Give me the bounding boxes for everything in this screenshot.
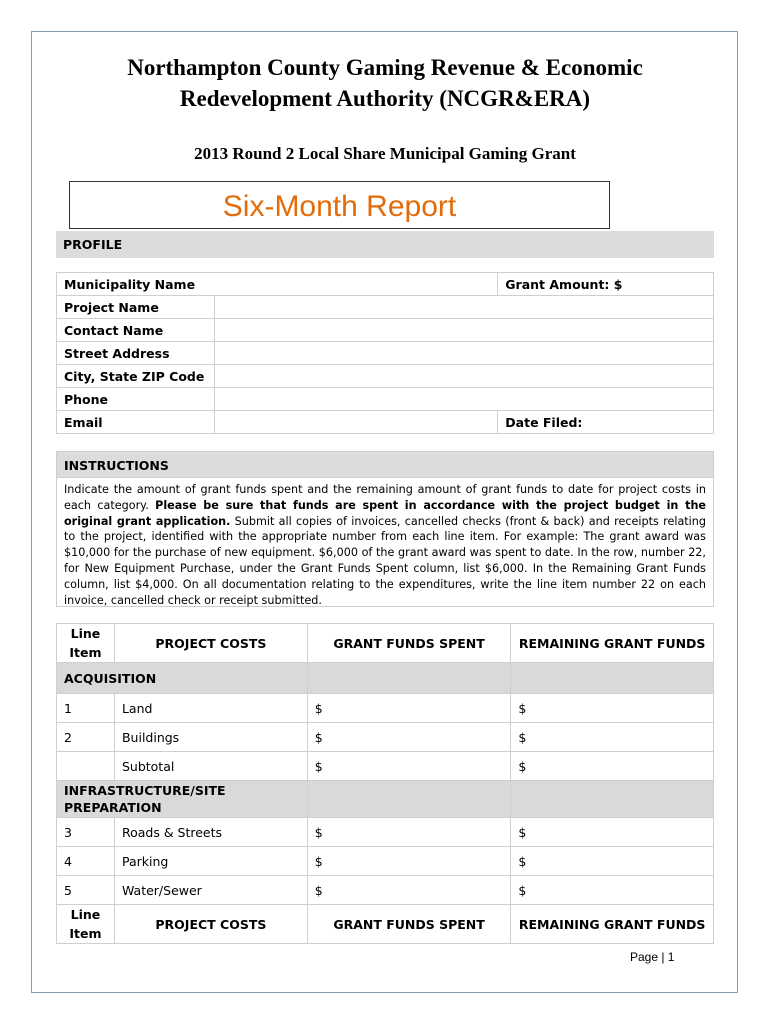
contact-name-field[interactable] [214,319,713,342]
page-number: Page | 1 [630,950,675,964]
remaining-grant-funds-header: REMAINING GRANT FUNDS [511,905,714,944]
line-item-number: 4 [57,847,115,876]
remaining-grant-funds-header: REMAINING GRANT FUNDS [511,624,714,663]
remaining-funds-cell[interactable]: $ [511,818,714,847]
remaining-funds-cell[interactable]: $ [511,723,714,752]
line-item-header: Line Item [57,624,115,663]
profile-table [56,272,714,434]
project-cost-name: Buildings [114,723,307,752]
remaining-funds-cell[interactable]: $ [511,752,714,781]
grant-funds-spent-cell[interactable]: $ [307,694,511,723]
report-title-box [69,181,610,229]
remaining-funds-cell[interactable]: $ [511,876,714,905]
project-cost-name: Subtotal [114,752,307,781]
municipality-name-label: Municipality Name [57,273,498,296]
table-row [57,847,714,876]
line-item-number [57,752,115,781]
project-costs-header: PROJECT COSTS [114,905,307,944]
city-state-zip-field[interactable] [214,365,713,388]
line-item-number: 3 [57,818,115,847]
organization-title: Northampton County Gaming Revenue & Economic Redevelopment Authority (NCGR&ERA) [127,55,643,111]
project-cost-name: Land [114,694,307,723]
grant-title: 2013 Round 2 Local Share Municipal Gaming Grant [194,144,576,163]
profile-section-header: PROFILE [56,231,714,258]
project-name-field[interactable] [214,296,713,319]
table-row [57,752,714,781]
phone-label: Phone [57,388,215,411]
phone-field[interactable] [214,388,713,411]
street-address-field[interactable] [214,342,713,365]
grant-funds-spent-header: GRANT FUNDS SPENT [307,624,511,663]
email-label: Email [57,411,215,434]
remaining-funds-cell[interactable]: $ [511,847,714,876]
grant-funds-spent-header: GRANT FUNDS SPENT [307,905,511,944]
grant-funds-spent-cell[interactable]: $ [307,818,511,847]
infrastructure-label: INFRASTRUCTURE/SITE PREPARATION [57,781,308,818]
project-name-label: Project Name [57,296,215,319]
report-title: Six-Month Report [222,190,457,223]
line-item-header: Line Item [57,905,115,944]
line-item-number: 2 [57,723,115,752]
grant-funds-spent-cell[interactable]: $ [307,876,511,905]
email-field[interactable] [214,411,497,434]
street-address-label: Street Address [57,342,215,365]
date-filed-field[interactable]: Date Filed: [498,411,714,434]
grant-funds-spent-cell[interactable]: $ [307,752,511,781]
grant-funds-spent-cell[interactable]: $ [307,847,511,876]
table-row [57,694,714,723]
project-costs-header: PROJECT COSTS [114,624,307,663]
project-costs-table [56,623,714,944]
category-row [57,781,714,818]
remaining-funds-cell[interactable]: $ [511,694,714,723]
table-header-row [57,624,714,663]
line-item-number: 5 [57,876,115,905]
project-cost-name: Roads & Streets [114,818,307,847]
table-row [57,876,714,905]
project-cost-name: Parking [114,847,307,876]
category-row [57,663,714,694]
project-cost-name: Water/Sewer [114,876,307,905]
acquisition-label: ACQUISITION [57,663,308,694]
grant-funds-spent-cell[interactable]: $ [307,723,511,752]
grant-amount-field[interactable]: Grant Amount: $ [498,273,714,296]
contact-name-label: Contact Name [57,319,215,342]
table-row [57,723,714,752]
city-state-zip-label: City, State ZIP Code [57,365,215,388]
table-header-row-repeat [57,905,714,944]
table-row [57,818,714,847]
instructions-text: Indicate the amount of grant funds spent and the remaining amount of grant funds to date for project costs in each category. Please be sure that funds are spent in accordance with the project budget in the original grant application. Submit all copies of invoices, cancelled checks (front & back) and receipts relating to the project, identified with the appropriate number from each line item. For example: The grant award was $10,000 for the purchase of new equipment. $6,000 of the grant award was spent to date. In the row, number 22, for New Equipment Purchase, under the Grant Funds Spent column, list $6,000. In the Remaining Grant Funds column, list $4,000. On all documentation relating to the expenditures, write the line item number 22 on each invoice, cancelled check or receipt submitted. [56,478,714,607]
instructions-section-header: INSTRUCTIONS [56,451,714,478]
line-item-number: 1 [57,694,115,723]
